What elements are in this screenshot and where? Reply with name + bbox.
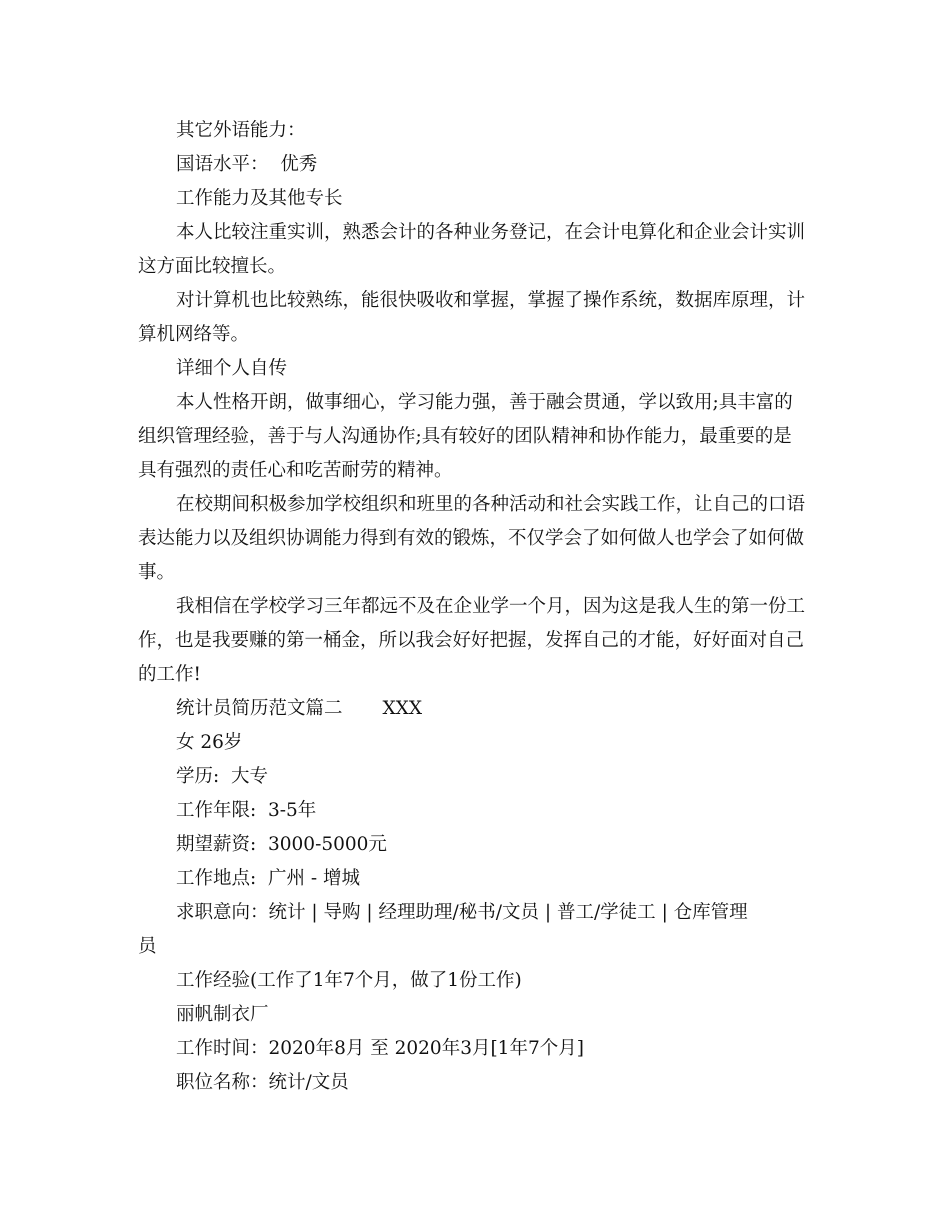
text-line: 我相信在学校学习三年都远不及在企业学一个月，因为这是我人生的第一份工 [176, 596, 806, 617]
text-line: 职位名称：统计/文员 [176, 1072, 349, 1093]
text-line: 详细个人自传 [176, 358, 288, 379]
text-line: 求职意向：统计 | 导购 | 经理助理/秘书/文员 | 普工/学徒工 | 仓库管理 [176, 902, 748, 923]
section-title: 统计员简历范文篇二 [176, 698, 343, 719]
text-line: 其它外语能力： [176, 120, 306, 141]
text-line: 员 [138, 936, 157, 957]
text-line: 事。 [138, 562, 176, 583]
text-line: 本人性格开朗，做事细心，学习能力强，善于融会贯通，学以致用;具丰富的 [176, 392, 793, 413]
text-line: 对计算机也比较熟练，能很快吸收和掌握，掌握了操作系统，数据库原理，计 [176, 290, 806, 311]
text-line: 在校期间积极参加学校组织和班里的各种活动和社会实践工作，让自己的口语 [176, 494, 806, 515]
text-line: 女 26岁 [176, 732, 243, 753]
text-line: 这方面比较擅长。 [138, 256, 287, 277]
text-line: 学历: 大专 [176, 766, 268, 787]
text-line: 期望薪资: 3000-5000元 [176, 834, 387, 855]
candidate-name: XXX [382, 698, 423, 719]
profile-section [138, 726, 814, 1100]
text-line: 表达能力以及组织协调能力得到有效的锻炼，不仅学会了如何做人也学会了如何做 [138, 528, 805, 549]
text-line: 丽帆制衣厂 [176, 1004, 269, 1025]
text-line: 算机网络等。 [138, 324, 250, 345]
text-line: 具有强烈的责任心和吃苦耐劳的精神。 [138, 460, 453, 481]
text-line: 工作能力及其他专长 [176, 188, 343, 209]
text-line: 组织管理经验，善于与人沟通协作;具有较好的团队精神和协作能力，最重要的是 [138, 426, 792, 447]
document-page [138, 114, 814, 1100]
section-title-line [138, 692, 814, 726]
text-line: 作，也是我要赚的第一桶金，所以我会好好把握，发挥自己的才能，好好面对自己 [138, 630, 805, 651]
text-line: 工作年限: 3-5年 [176, 800, 317, 821]
text-line: 工作地点: 广州 - 增城 [176, 868, 361, 889]
text-line: 的工作! [138, 664, 201, 685]
text-line: 本人比较注重实训，熟悉会计的各种业务登记，在会计电算化和企业会计实训 [176, 222, 806, 243]
text-line: 国语水平： 优秀 [176, 154, 318, 175]
text-line: 工作经验(工作了1年7个月，做了1份工作) [176, 970, 522, 991]
text-line: 工作时间：2020年8月 至 2020年3月[1年7个月] [176, 1038, 584, 1059]
autobiography-section [138, 114, 814, 692]
